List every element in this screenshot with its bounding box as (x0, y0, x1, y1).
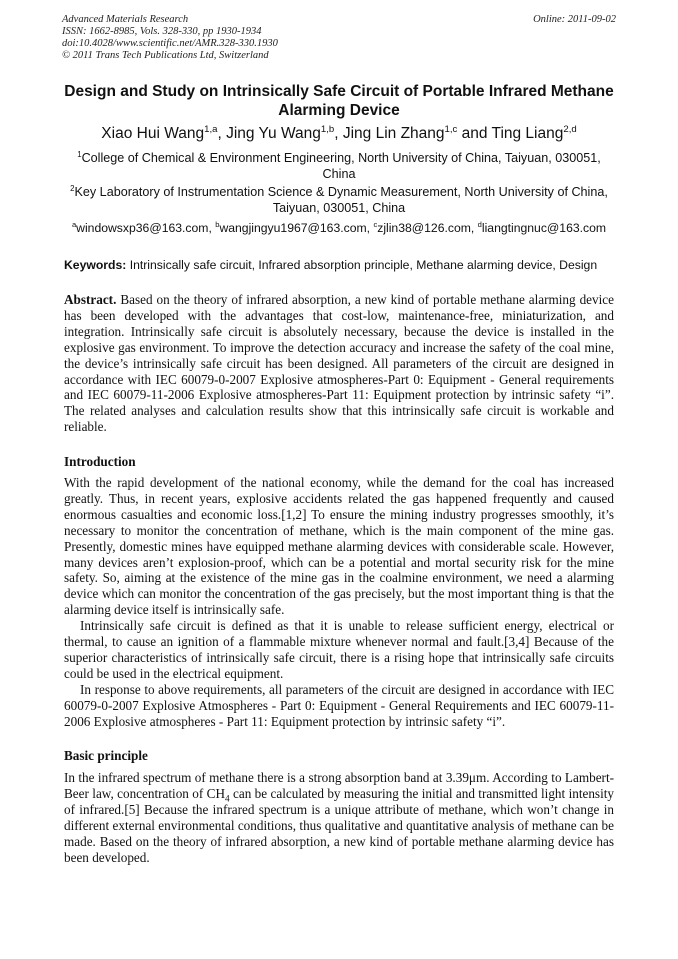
author-sup: 1,c (444, 123, 458, 135)
author-name: Jing Yu Wang (226, 125, 321, 142)
paragraph: With the rapid development of the national economy, while the demand for the coal has increased greatly. Thus, in recent years, explosive accidents related the gas happened frequently and caused enormous casualties and economic loss.[1,2] To ensure the mining industry progresses smoothly, it’s necessary to monitor the concentration of methane, which is the main component of the mine gas. Presently, domestic mines have equipped methane alarming devices with considerable scale. However, many devices aren’t explosion-proof, which can be a potential and mortal security risk for the mine safety. So, aiming at the existence of the mine gas in the coalmine environment, we need a alarming device which can monitor the concentration of the gas precisely, but the most important thing is that the alarming device itself is intrinsically safe. (64, 475, 614, 618)
author-sup: 1,a (204, 123, 218, 135)
paper-title: Design and Study on Intrinsically Safe Circuit of Portable Infrared Methane Alarming Device (64, 83, 614, 119)
email-address[interactable]: wangjingyu1967@163.com (219, 221, 367, 235)
abstract (64, 292, 614, 435)
keywords (64, 257, 616, 273)
keywords-label: Keywords: (64, 258, 127, 272)
email-sep: , (366, 221, 374, 235)
affiliation-1 (62, 150, 616, 182)
doi-line[interactable]: doi:10.4028/www.scientific.net/AMR.328-330.1930 (62, 38, 278, 49)
author-list (62, 124, 616, 143)
issn-line: ISSN: 1662-8985, Vols. 328-330, pp 1930-1934 (62, 26, 262, 37)
copyright-line: © 2011 Trans Tech Publications Ltd, Switzerland (62, 50, 269, 61)
email-address[interactable]: liangtingnuc@163.com (481, 221, 607, 235)
section-heading-basic-principle: Basic principle (64, 748, 148, 763)
paragraph: Intrinsically safe circuit is defined as that it is unable to release sufficient energy, electrical or thermal, to cause an ignition of a flammable mixture whenever normal and fault.[3,4] Because of the superior characteristics of intrinsically safe circuit, there is a rising hope that intrinsically safe circuits could be used in the electrical equipment. (64, 618, 614, 681)
journal-header (62, 14, 616, 62)
formula-subscript: 4 (224, 793, 230, 804)
author-sup: 1,b (320, 123, 335, 135)
author-sep: , (334, 125, 343, 142)
online-date: Online: 2011-09-02 (533, 14, 616, 25)
affiliation-text: Key Laboratory of Instrumentation Science & Dynamic Measurement, North University of China, Taiyuan, 030051, China (74, 185, 608, 215)
section-heading-introduction: Introduction (64, 454, 136, 469)
email-address[interactable]: zjlin38@126.com (377, 221, 471, 235)
abstract-label: Abstract. (64, 292, 117, 307)
paragraph-text: can be calculated by measuring the initial and transmitted light intensity of infrared.[5] Because the infrared spectrum is a unique attribute of methane, which won’t change in different external environmental conditions, thus qualitative and quantitative analysis of methane can be made. Based on the theory of infrared absorption, a new kind of portable methane alarming device has been developed. (64, 785, 614, 865)
email-sup: b (215, 219, 220, 229)
author-name: Ting Liang (491, 125, 564, 142)
introduction-body (64, 475, 614, 730)
email-list (62, 220, 616, 236)
author-sep: and (457, 125, 492, 142)
keywords-text: Intrinsically safe circuit, Infrared absorption principle, Methane alarming device, Design (126, 258, 598, 272)
abstract-text: Based on the theory of infrared absorption, a new kind of portable methane alarming device has been developed with the advantages that cost-low, maintenance-free, miniaturization, and integration. Intrinsically safe circuit is absolutely necessary, because the device is installed in the explosive gas environment. To improve the detection accuracy and increase the safety of the coal mine, the device’s intrinsically safe circuit has been designed. All parameters of the circuit are designed in accordance with IEC 60079-0-2007 Explosive atmospheres-Part 0: Equipment - General requirements and IEC 60079-11-2006 Explosive atmospheres-Part 11: Equipment protection by intrinsic safety “i”. The related analyses and calculation results show that this intrinsically safe circuit is workable and reliable. (64, 292, 614, 435)
affiliation-text: College of Chemical & Environment Engineering, North University of China, Taiyuan, 030051, China (81, 151, 601, 181)
basic-principle-body (64, 770, 614, 865)
email-sup: c (373, 219, 378, 229)
email-sep: , (470, 221, 478, 235)
author-sup: 2,d (563, 123, 577, 135)
author-sep: , (217, 125, 227, 142)
affiliation-sup: 2 (70, 183, 75, 193)
author-name: Jing Lin Zhang (342, 125, 445, 142)
affiliation-2 (62, 184, 616, 216)
email-sup: a (71, 219, 77, 229)
paragraph (64, 770, 614, 865)
email-sup: d (477, 219, 482, 229)
author-name: Xiao Hui Wang (101, 125, 205, 142)
affiliation-sup: 1 (77, 149, 82, 159)
paragraph: In response to above requirements, all parameters of the circuit are designed in accordance with IEC 60079-0-2007 Explosive Atmospheres - Part 0: Equipment - General Requirements and IEC 60079-11-2006 Explosive atmospheres - Part 11: Equipment protection by intrinsic safety “i”. (64, 681, 614, 729)
email-sep: , (208, 221, 216, 235)
paragraph-text: In the infrared spectrum of methane there is a strong absorption band at 3.39μm. According to Lambert-Beer law, concentration of CH (64, 770, 614, 801)
email-address[interactable]: windowsxp36@163.com (76, 221, 209, 235)
journal-name: Advanced Materials Research (62, 14, 189, 25)
